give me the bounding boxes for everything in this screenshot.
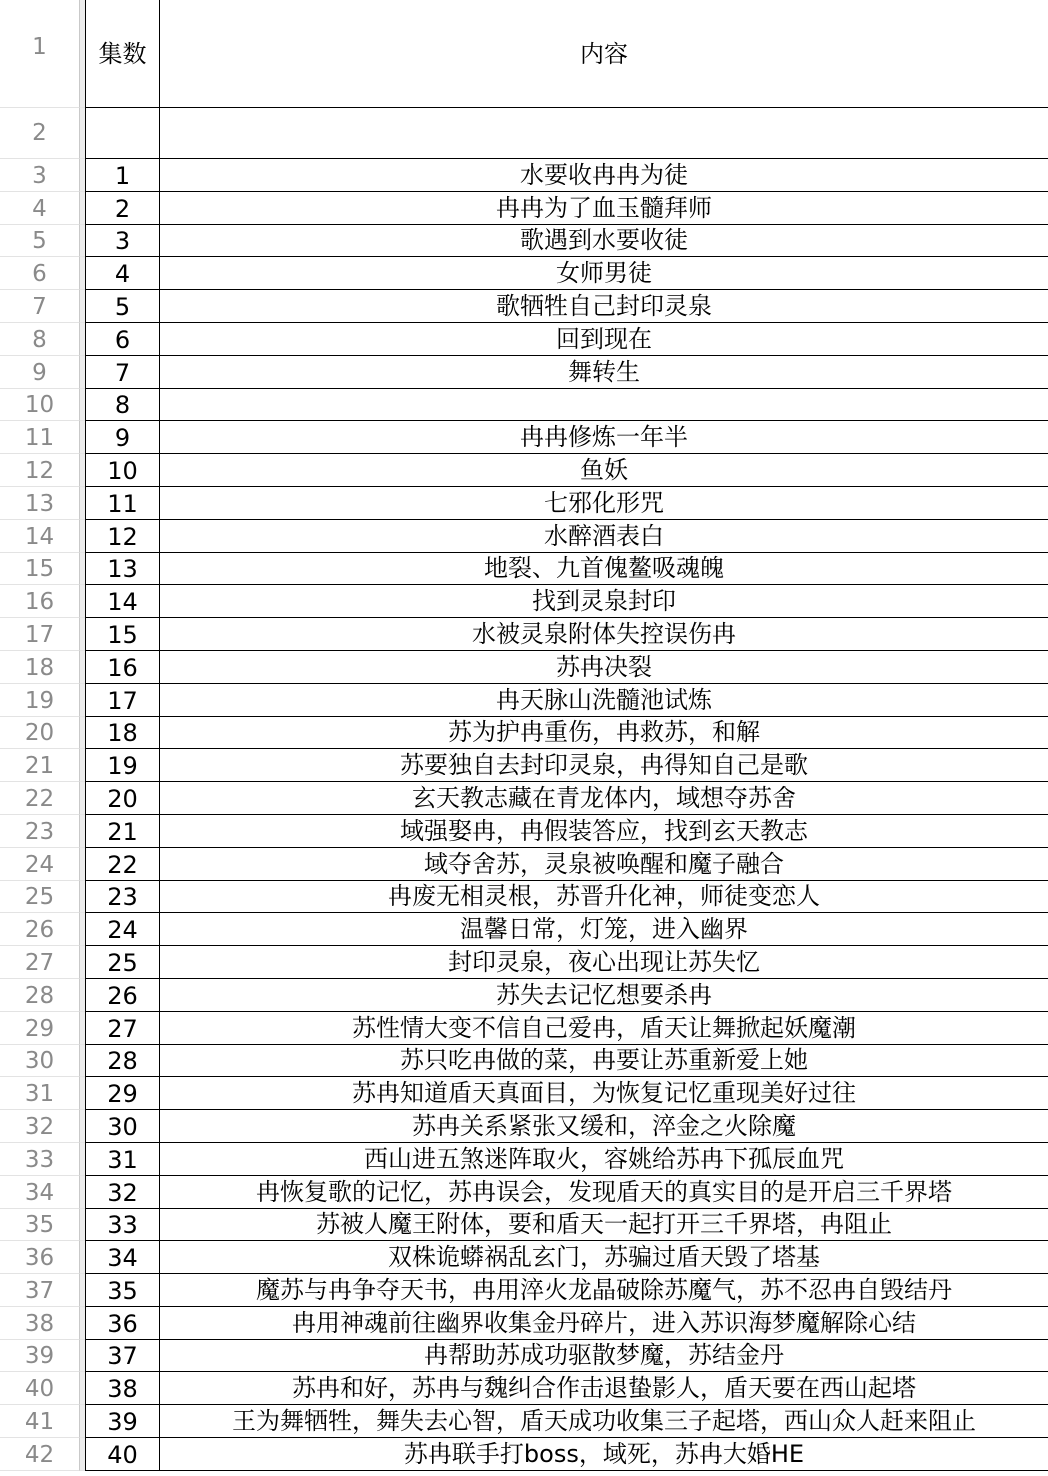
episode-cell[interactable]: 32 (85, 1176, 160, 1209)
content-cell[interactable]: 地裂、九首傀鳌吸魂魄 (160, 553, 1048, 586)
table-row[interactable] (0, 487, 1048, 520)
table-row[interactable] (0, 585, 1048, 618)
table-row[interactable] (0, 389, 1048, 422)
content-cell[interactable]: 域夺舍苏，灵泉被唤醒和魔子融合 (160, 848, 1048, 881)
table-row[interactable] (0, 356, 1048, 389)
row-number[interactable]: 8 (0, 323, 80, 356)
row-number[interactable]: 22 (0, 782, 80, 815)
content-cell[interactable]: 域强娶冉，冉假装答应，找到玄天教志 (160, 815, 1048, 848)
header-row[interactable] (0, 0, 1048, 108)
episode-cell[interactable]: 16 (85, 651, 160, 684)
table-row[interactable] (0, 1176, 1048, 1209)
content-cell[interactable]: 苏冉关系紧张又缓和，淬金之火除魔 (160, 1110, 1048, 1143)
table-row[interactable] (0, 1307, 1048, 1340)
content-cell[interactable]: 苏被人魔王附体，要和盾天一起打开三千界塔，冉阻止 (160, 1209, 1048, 1242)
content-cell[interactable]: 冉恢复歌的记忆，苏冉误会，发现盾天的真实目的是开启三千界塔 (160, 1176, 1048, 1209)
row-number[interactable]: 29 (0, 1012, 80, 1045)
row-number[interactable]: 20 (0, 717, 80, 750)
row-number[interactable]: 5 (0, 225, 80, 258)
content-cell[interactable]: 苏冉决裂 (160, 651, 1048, 684)
table-row[interactable] (0, 1438, 1048, 1471)
row-number[interactable]: 7 (0, 290, 80, 323)
table-row[interactable] (0, 192, 1048, 225)
table-row[interactable] (0, 782, 1048, 815)
episode-cell[interactable]: 19 (85, 749, 160, 782)
row-number[interactable]: 42 (0, 1438, 80, 1471)
table-row[interactable] (0, 1143, 1048, 1176)
episode-cell[interactable]: 38 (85, 1372, 160, 1405)
episode-cell[interactable]: 27 (85, 1012, 160, 1045)
table-row[interactable] (0, 749, 1048, 782)
episode-cell[interactable]: 11 (85, 487, 160, 520)
row-number[interactable]: 9 (0, 356, 80, 389)
episode-cell[interactable]: 25 (85, 946, 160, 979)
table-row[interactable] (0, 454, 1048, 487)
row-number[interactable]: 21 (0, 749, 80, 782)
table-row[interactable] (0, 1340, 1048, 1373)
content-cell[interactable]: 双株诡蟒祸乱玄门，苏骗过盾天毁了塔基 (160, 1241, 1048, 1274)
table-row[interactable] (0, 520, 1048, 553)
episode-cell[interactable]: 7 (85, 356, 160, 389)
row-number[interactable]: 25 (0, 881, 80, 914)
content-cell[interactable]: 玄天教志藏在青龙体内，域想夺苏舍 (160, 782, 1048, 815)
row-number[interactable]: 24 (0, 848, 80, 881)
content-cell[interactable]: 封印灵泉，夜心出现让苏失忆 (160, 946, 1048, 979)
row-number[interactable]: 2 (0, 108, 80, 159)
episode-cell[interactable]: 6 (85, 323, 160, 356)
content-cell[interactable]: 苏冉和好，苏冉与魏纠合作击退蛰影人，盾天要在西山起塔 (160, 1372, 1048, 1405)
row-number[interactable]: 39 (0, 1340, 80, 1373)
content-cell[interactable]: 冉废无相灵根，苏晋升化神，师徒变恋人 (160, 881, 1048, 914)
table-row[interactable] (0, 225, 1048, 258)
row-number[interactable]: 1 (0, 0, 80, 108)
table-row[interactable] (0, 1405, 1048, 1438)
row-number[interactable]: 23 (0, 815, 80, 848)
table-row[interactable] (0, 913, 1048, 946)
episode-cell[interactable]: 29 (85, 1077, 160, 1110)
content-cell[interactable]: 王为舞牺牲，舞失去心智，盾天成功收集三子起塔，西山众人赶来阻止 (160, 1405, 1048, 1438)
table-row[interactable] (0, 881, 1048, 914)
table-row[interactable] (0, 684, 1048, 717)
table-row[interactable] (0, 1274, 1048, 1307)
table-row[interactable] (0, 815, 1048, 848)
table-row[interactable] (0, 323, 1048, 356)
table-row[interactable] (0, 421, 1048, 454)
episode-cell[interactable]: 24 (85, 913, 160, 946)
content-cell[interactable]: 找到灵泉封印 (160, 585, 1048, 618)
row-number[interactable]: 41 (0, 1405, 80, 1438)
row-number[interactable]: 34 (0, 1176, 80, 1209)
row-number[interactable]: 12 (0, 454, 80, 487)
row-number[interactable]: 38 (0, 1307, 80, 1340)
table-row[interactable] (0, 717, 1048, 750)
row-number[interactable]: 3 (0, 159, 80, 192)
table-row[interactable] (0, 848, 1048, 881)
content-cell[interactable]: 歌遇到水要收徒 (160, 225, 1048, 258)
content-cell[interactable]: 苏要独自去封印灵泉，冉得知自己是歌 (160, 749, 1048, 782)
episode-cell[interactable]: 14 (85, 585, 160, 618)
table-row[interactable] (0, 946, 1048, 979)
episode-cell[interactable]: 13 (85, 553, 160, 586)
content-cell[interactable]: 冉天脉山洗髓池试炼 (160, 684, 1048, 717)
content-cell[interactable]: 回到现在 (160, 323, 1048, 356)
episode-cell[interactable]: 20 (85, 782, 160, 815)
episode-cell[interactable]: 1 (85, 159, 160, 192)
content-cell[interactable]: 西山进五煞迷阵取火，容姚给苏冉下孤辰血咒 (160, 1143, 1048, 1176)
episode-cell[interactable]: 30 (85, 1110, 160, 1143)
episode-cell[interactable]: 9 (85, 421, 160, 454)
episode-cell[interactable]: 35 (85, 1274, 160, 1307)
row-number[interactable]: 31 (0, 1077, 80, 1110)
episode-cell[interactable]: 12 (85, 520, 160, 553)
row-number[interactable]: 30 (0, 1045, 80, 1078)
table-row[interactable] (0, 618, 1048, 651)
episode-cell[interactable]: 23 (85, 881, 160, 914)
episode-cell[interactable]: 34 (85, 1241, 160, 1274)
content-cell[interactable]: 苏性情大变不信自己爱冉，盾天让舞掀起妖魔潮 (160, 1012, 1048, 1045)
episode-cell[interactable]: 3 (85, 225, 160, 258)
content-cell[interactable]: 苏为护冉重伤，冉救苏，和解 (160, 717, 1048, 750)
content-cell[interactable]: 苏只吃冉做的菜，冉要让苏重新爱上她 (160, 1045, 1048, 1078)
episode-cell[interactable]: 4 (85, 257, 160, 290)
content-header-cell[interactable]: 内容 (160, 0, 1048, 108)
episode-cell[interactable]: 31 (85, 1143, 160, 1176)
row-number[interactable]: 13 (0, 487, 80, 520)
row-number[interactable]: 11 (0, 421, 80, 454)
content-cell[interactable]: 温馨日常，灯笼，进入幽界 (160, 913, 1048, 946)
table-row[interactable] (0, 553, 1048, 586)
content-cell[interactable]: 冉冉为了血玉髓拜师 (160, 192, 1048, 225)
row-number[interactable]: 36 (0, 1241, 80, 1274)
episode-cell[interactable]: 17 (85, 684, 160, 717)
table-row[interactable] (0, 1012, 1048, 1045)
content-cell[interactable]: 苏失去记忆想要杀冉 (160, 979, 1048, 1012)
row-number[interactable]: 17 (0, 618, 80, 651)
row-number[interactable]: 28 (0, 979, 80, 1012)
row-number[interactable]: 40 (0, 1372, 80, 1405)
content-cell[interactable]: 水要收冉冉为徒 (160, 159, 1048, 192)
episode-cell[interactable]: 37 (85, 1340, 160, 1373)
table-row[interactable] (0, 1372, 1048, 1405)
row-number[interactable]: 33 (0, 1143, 80, 1176)
content-cell[interactable] (160, 389, 1048, 422)
table-row[interactable] (0, 1110, 1048, 1143)
content-cell[interactable]: 女师男徒 (160, 257, 1048, 290)
episode-cell[interactable]: 33 (85, 1209, 160, 1242)
episode-cell[interactable] (85, 108, 160, 159)
episode-cell[interactable]: 22 (85, 848, 160, 881)
episode-cell[interactable]: 18 (85, 717, 160, 750)
row-number[interactable]: 6 (0, 257, 80, 290)
row-number[interactable]: 15 (0, 553, 80, 586)
content-cell[interactable]: 舞转生 (160, 356, 1048, 389)
table-row[interactable] (0, 159, 1048, 192)
row-number[interactable]: 10 (0, 389, 80, 422)
content-cell[interactable]: 歌牺牲自己封印灵泉 (160, 290, 1048, 323)
row-number[interactable]: 32 (0, 1110, 80, 1143)
episode-cell[interactable]: 5 (85, 290, 160, 323)
table-row[interactable] (0, 290, 1048, 323)
blank-row[interactable] (0, 108, 1048, 159)
content-cell[interactable]: 冉帮助苏成功驱散梦魔，苏结金丹 (160, 1340, 1048, 1373)
episode-cell[interactable]: 2 (85, 192, 160, 225)
table-row[interactable] (0, 1077, 1048, 1110)
row-number[interactable]: 27 (0, 946, 80, 979)
content-cell[interactable]: 七邪化形咒 (160, 487, 1048, 520)
content-cell[interactable]: 鱼妖 (160, 454, 1048, 487)
content-cell[interactable] (160, 108, 1048, 159)
row-number[interactable]: 16 (0, 585, 80, 618)
table-row[interactable] (0, 651, 1048, 684)
table-row[interactable] (0, 1241, 1048, 1274)
episode-cell[interactable]: 10 (85, 454, 160, 487)
episode-cell[interactable]: 21 (85, 815, 160, 848)
content-cell[interactable]: 水醉酒表白 (160, 520, 1048, 553)
table-row[interactable] (0, 979, 1048, 1012)
table-row[interactable] (0, 257, 1048, 290)
episode-cell[interactable]: 39 (85, 1405, 160, 1438)
row-number[interactable]: 35 (0, 1209, 80, 1242)
episode-cell[interactable]: 28 (85, 1045, 160, 1078)
episode-cell[interactable]: 15 (85, 618, 160, 651)
episode-cell[interactable]: 36 (85, 1307, 160, 1340)
row-number[interactable]: 19 (0, 684, 80, 717)
content-cell[interactable]: 魔苏与冉争夺天书，冉用淬火龙晶破除苏魔气，苏不忍冉自毁结丹 (160, 1274, 1048, 1307)
content-cell[interactable]: 冉用神魂前往幽界收集金丹碎片，进入苏识海梦魔解除心结 (160, 1307, 1048, 1340)
content-cell[interactable]: 苏冉联手打boss，域死，苏冉大婚HE (160, 1438, 1048, 1471)
content-cell[interactable]: 水被灵泉附体失控误伤冉 (160, 618, 1048, 651)
content-cell[interactable]: 苏冉知道盾天真面目，为恢复记忆重现美好过往 (160, 1077, 1048, 1110)
table-row[interactable] (0, 1209, 1048, 1242)
row-number[interactable]: 14 (0, 520, 80, 553)
row-number[interactable]: 4 (0, 192, 80, 225)
data-rows (0, 159, 1048, 1471)
episode-cell[interactable]: 8 (85, 389, 160, 422)
row-number[interactable]: 18 (0, 651, 80, 684)
episode-cell[interactable]: 26 (85, 979, 160, 1012)
row-number[interactable]: 26 (0, 913, 80, 946)
episode-cell[interactable]: 40 (85, 1438, 160, 1471)
content-cell[interactable]: 冉冉修炼一年半 (160, 421, 1048, 454)
table-row[interactable] (0, 1045, 1048, 1078)
episode-header-cell[interactable]: 集数 (85, 0, 160, 108)
row-number[interactable]: 37 (0, 1274, 80, 1307)
